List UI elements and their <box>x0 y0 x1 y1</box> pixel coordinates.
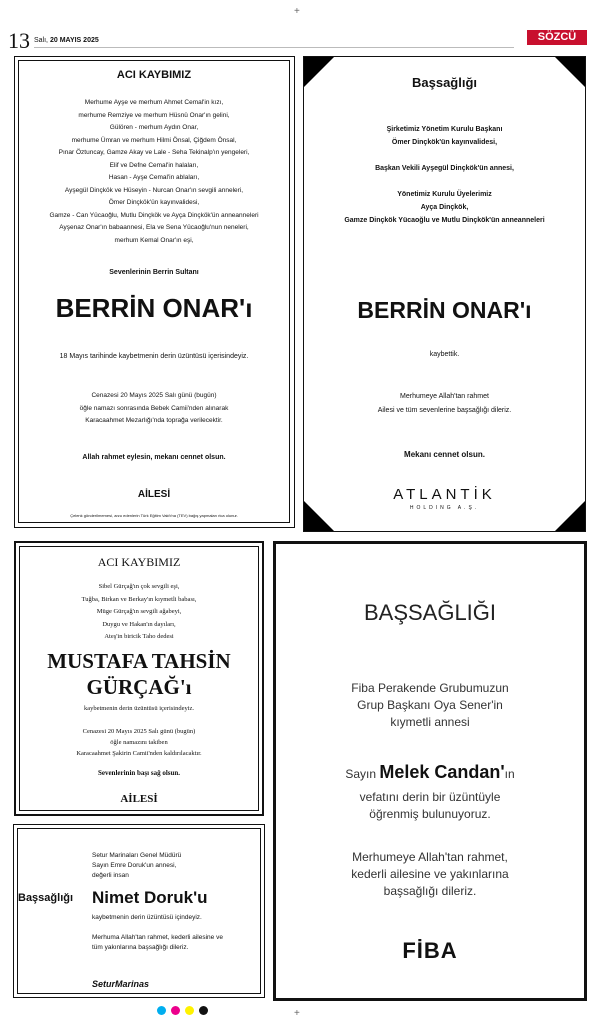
deceased-name: BERRİN ONAR'ı <box>357 297 532 323</box>
header-rule <box>34 47 514 48</box>
deceased-name-line: GÜRÇAĞ'ı <box>86 675 192 699</box>
black-dot-icon <box>199 1006 208 1015</box>
body-line: Gamze Dinçkök Yücaoğlu ve Mutlu Dinçkök'ün anneanneleri <box>344 217 545 224</box>
date: 20 MAYIS 2025 <box>49 37 99 44</box>
ad-bassagligi-fiba <box>273 541 587 1001</box>
page-number: 13 <box>8 28 30 53</box>
funeral-info <box>15 390 293 428</box>
body-line: Başkan Vekili Ayşegül Dinçkök'ün annesi, <box>375 165 514 172</box>
ad-title: Başsağlığı <box>411 75 478 90</box>
ad-bassagligi-atlantik <box>303 56 586 532</box>
body-line: Ömer Dinçkök'ün kayınvalidesi, <box>391 139 498 146</box>
ad-title: ACI KAYBIMIZ <box>116 69 192 81</box>
deceased-name <box>16 648 262 700</box>
body-line: Hasan - Ayşe Cemal'in ablaları, <box>108 174 200 181</box>
body-line: Ayça Dinçkök, <box>420 204 469 211</box>
body-line: vefatını derin bir üzüntüyle <box>359 790 501 804</box>
ad-bassagligi-setur <box>13 824 265 998</box>
body-line: Gamze - Can Yücaoğlu, Mutlu Dinçkök ve Ayça Dinçkök'ün anneanneleri <box>49 211 259 219</box>
sayin-label: Sayın <box>345 767 376 781</box>
closing: Mekanı cennet olsun. <box>404 450 485 459</box>
mercy-line: Merhumeye Allah'tan rahmet, <box>352 850 508 864</box>
cyan-dot-icon <box>157 1006 166 1015</box>
deceased-name: Nimet Doruk'u <box>92 888 208 907</box>
atlantik-logo-sub: HOLDING A.Ş. <box>409 505 480 511</box>
deceased-name: Melek Candan' <box>379 762 505 782</box>
body-line: Müge Gürçağ'ın sevgili ağabeyi, <box>96 608 182 615</box>
loss-statement: kaybetmenin derin üzüntüsü içindeyiz. <box>92 914 202 921</box>
intro-line: Setur Marinaları Genel Müdürü <box>92 852 182 859</box>
body-line: merhume Ümran ve merhum Hilmi Önsal, Çiğdem Önsal, <box>71 136 237 144</box>
setur-logo: SeturMarinas <box>92 979 150 989</box>
body-line: Ayşegül Dinçkök ve Hüseyin - Nurcan Onar'ın sevgili anneleri, <box>64 186 244 194</box>
mercy-text <box>304 390 585 418</box>
body-line: Şirketimiz Yönetim Kurulu Başkanı <box>386 126 503 133</box>
funeral-info <box>16 726 262 759</box>
loss-statement: 18 Mayıs tarihinde kaybetmenin derin üzüntüsü içerisindeyiz. <box>59 353 249 360</box>
intro-line: değerli insan <box>92 872 129 879</box>
signature: AİLESİ <box>137 489 171 500</box>
ad-body <box>15 97 293 247</box>
deceased-name: BERRİN ONAR'ı <box>55 293 253 323</box>
intro-line: Fiba Perakende Grubumuzun <box>351 681 509 695</box>
ad-intro <box>276 680 584 731</box>
body-line: merhume Remziye ve merhum Hüsnü Onar'ın gelini, <box>78 111 230 119</box>
signature: AİLESİ <box>120 793 158 805</box>
ad-title: ACI KAYBIMIZ <box>97 555 181 569</box>
body-line: Yönetimiz Kurulu Üyelerimiz <box>397 191 492 198</box>
atlantik-logo: ATLANTİK <box>393 486 496 503</box>
funeral-line: Karacaahmet Mezarlığı'nda toprağa verilecektir. <box>85 417 223 424</box>
mercy-line: Ailesi ve tüm sevenlerine başsağlığı dileriz. <box>377 407 512 414</box>
mercy-text <box>276 849 584 900</box>
register-mark-icon: + <box>294 1008 300 1019</box>
ad-title: BAŞSAĞLIĞI <box>363 600 497 625</box>
ad-aci-kaybimiz-berrin <box>14 56 295 528</box>
body-line <box>304 149 585 162</box>
issue-date <box>34 37 99 44</box>
footnote: Çelenk gönderilmemesi, arzu edenlerin Türk Eğitim Vakfı'na (TEV) bağış yapmaları rica olunur. <box>70 513 238 518</box>
body-line: merhum Kemal Onar'ın eşi, <box>114 236 194 244</box>
mercy-text <box>92 933 223 953</box>
name-suffix: ın <box>504 767 515 781</box>
intro-line: Sayın Emre Doruk'un annesi, <box>92 862 177 869</box>
fiba-logo: FİBA <box>402 938 458 963</box>
mercy-line: Merhuma Allah'tan rahmet, kederli ailesine ve <box>92 934 223 941</box>
ad-subtitle: Sevenlerinin Berrin Sultanı <box>109 269 199 276</box>
magenta-dot-icon <box>171 1006 180 1015</box>
funeral-line: öğle namazı sonrasında Bebek Camii'nden alınarak <box>79 404 229 412</box>
body-line: Duygu ve Hakan'ın dayıları, <box>102 620 176 628</box>
funeral-line: Karacaahmet Şakirin Camii'nden kaldırılacaktır. <box>76 750 202 757</box>
body-line: Pınar Öztuncay, Gamze Akay ve Lale - Seha Tekinalp'ın yengeleri, <box>58 149 250 156</box>
loss-statement: kaybetmenin derin üzüntüsü içerisindeyiz. <box>83 705 195 712</box>
lost-statement: kaybettik. <box>429 351 460 358</box>
sozcu-logo: SÖZCÜ <box>527 30 587 45</box>
ad-title: Başsağlığı <box>18 892 74 904</box>
funeral-line: Cenazesi 20 Mayıs 2025 Salı günü (bugün) <box>91 392 217 399</box>
date-prefix: Salı, <box>34 37 49 44</box>
ad-aci-kaybimiz-gurcag <box>14 541 264 816</box>
body-line <box>304 175 585 188</box>
mercy-line: tüm yakınlarına başsağlığı dileriz. <box>92 944 189 951</box>
ad-intro <box>92 851 181 881</box>
intro-line: kıymetli annesi <box>390 715 470 729</box>
mercy-line: Merhumeye Allah'tan rahmet <box>400 393 489 400</box>
ad-body <box>276 789 584 823</box>
body-line: Tuğba, Birkan ve Berkay'ın kıymetli babası, <box>81 595 197 603</box>
body-line: Sibel Gürçağ'ın çok sevgili eşi, <box>98 583 180 590</box>
funeral-line: öğle namazını takiben <box>110 739 168 746</box>
body-line: Ayşenaz Onar'ın babaannesi, Ela ve Sena Yücaoğlu'nun neneleri, <box>59 224 249 231</box>
funeral-line: Cenazesi 20 Mayıs 2025 Salı günü (bugün) <box>82 728 196 735</box>
deceased-name-line: MUSTAFA TAHSİN <box>47 649 231 673</box>
yellow-dot-icon <box>185 1006 194 1015</box>
body-line: Merhume Ayşe ve merhum Ahmet Cemal'in kızı, <box>84 99 224 106</box>
ad-body <box>304 123 585 227</box>
mercy-line: kederli ailesine ve yakınlarına <box>351 867 509 881</box>
ad-body <box>16 581 262 644</box>
body-line: Gülören - merhum Aydın Onar, <box>109 124 199 131</box>
body-line: öğrenmiş bulunuyoruz. <box>369 807 491 821</box>
intro-line: Grup Başkanı Oya Sener'in <box>357 698 503 712</box>
body-line: Ömer Dinçkök'ün kayınvalidesi, <box>108 199 200 206</box>
body-line: Ateş'in biricik Taho dedesi <box>104 633 174 640</box>
mercy-line: başsağlığı dileriz. <box>383 884 477 898</box>
closing: Sevenlerinin başı sağ olsun. <box>97 769 181 777</box>
body-line: Elif ve Defne Cemal'in halaları, <box>109 161 199 169</box>
condolence-name-line <box>276 762 584 783</box>
register-mark-icon: + <box>294 6 300 17</box>
prayer: Allah rahmet eylesin, mekanı cennet olsun. <box>82 454 226 461</box>
